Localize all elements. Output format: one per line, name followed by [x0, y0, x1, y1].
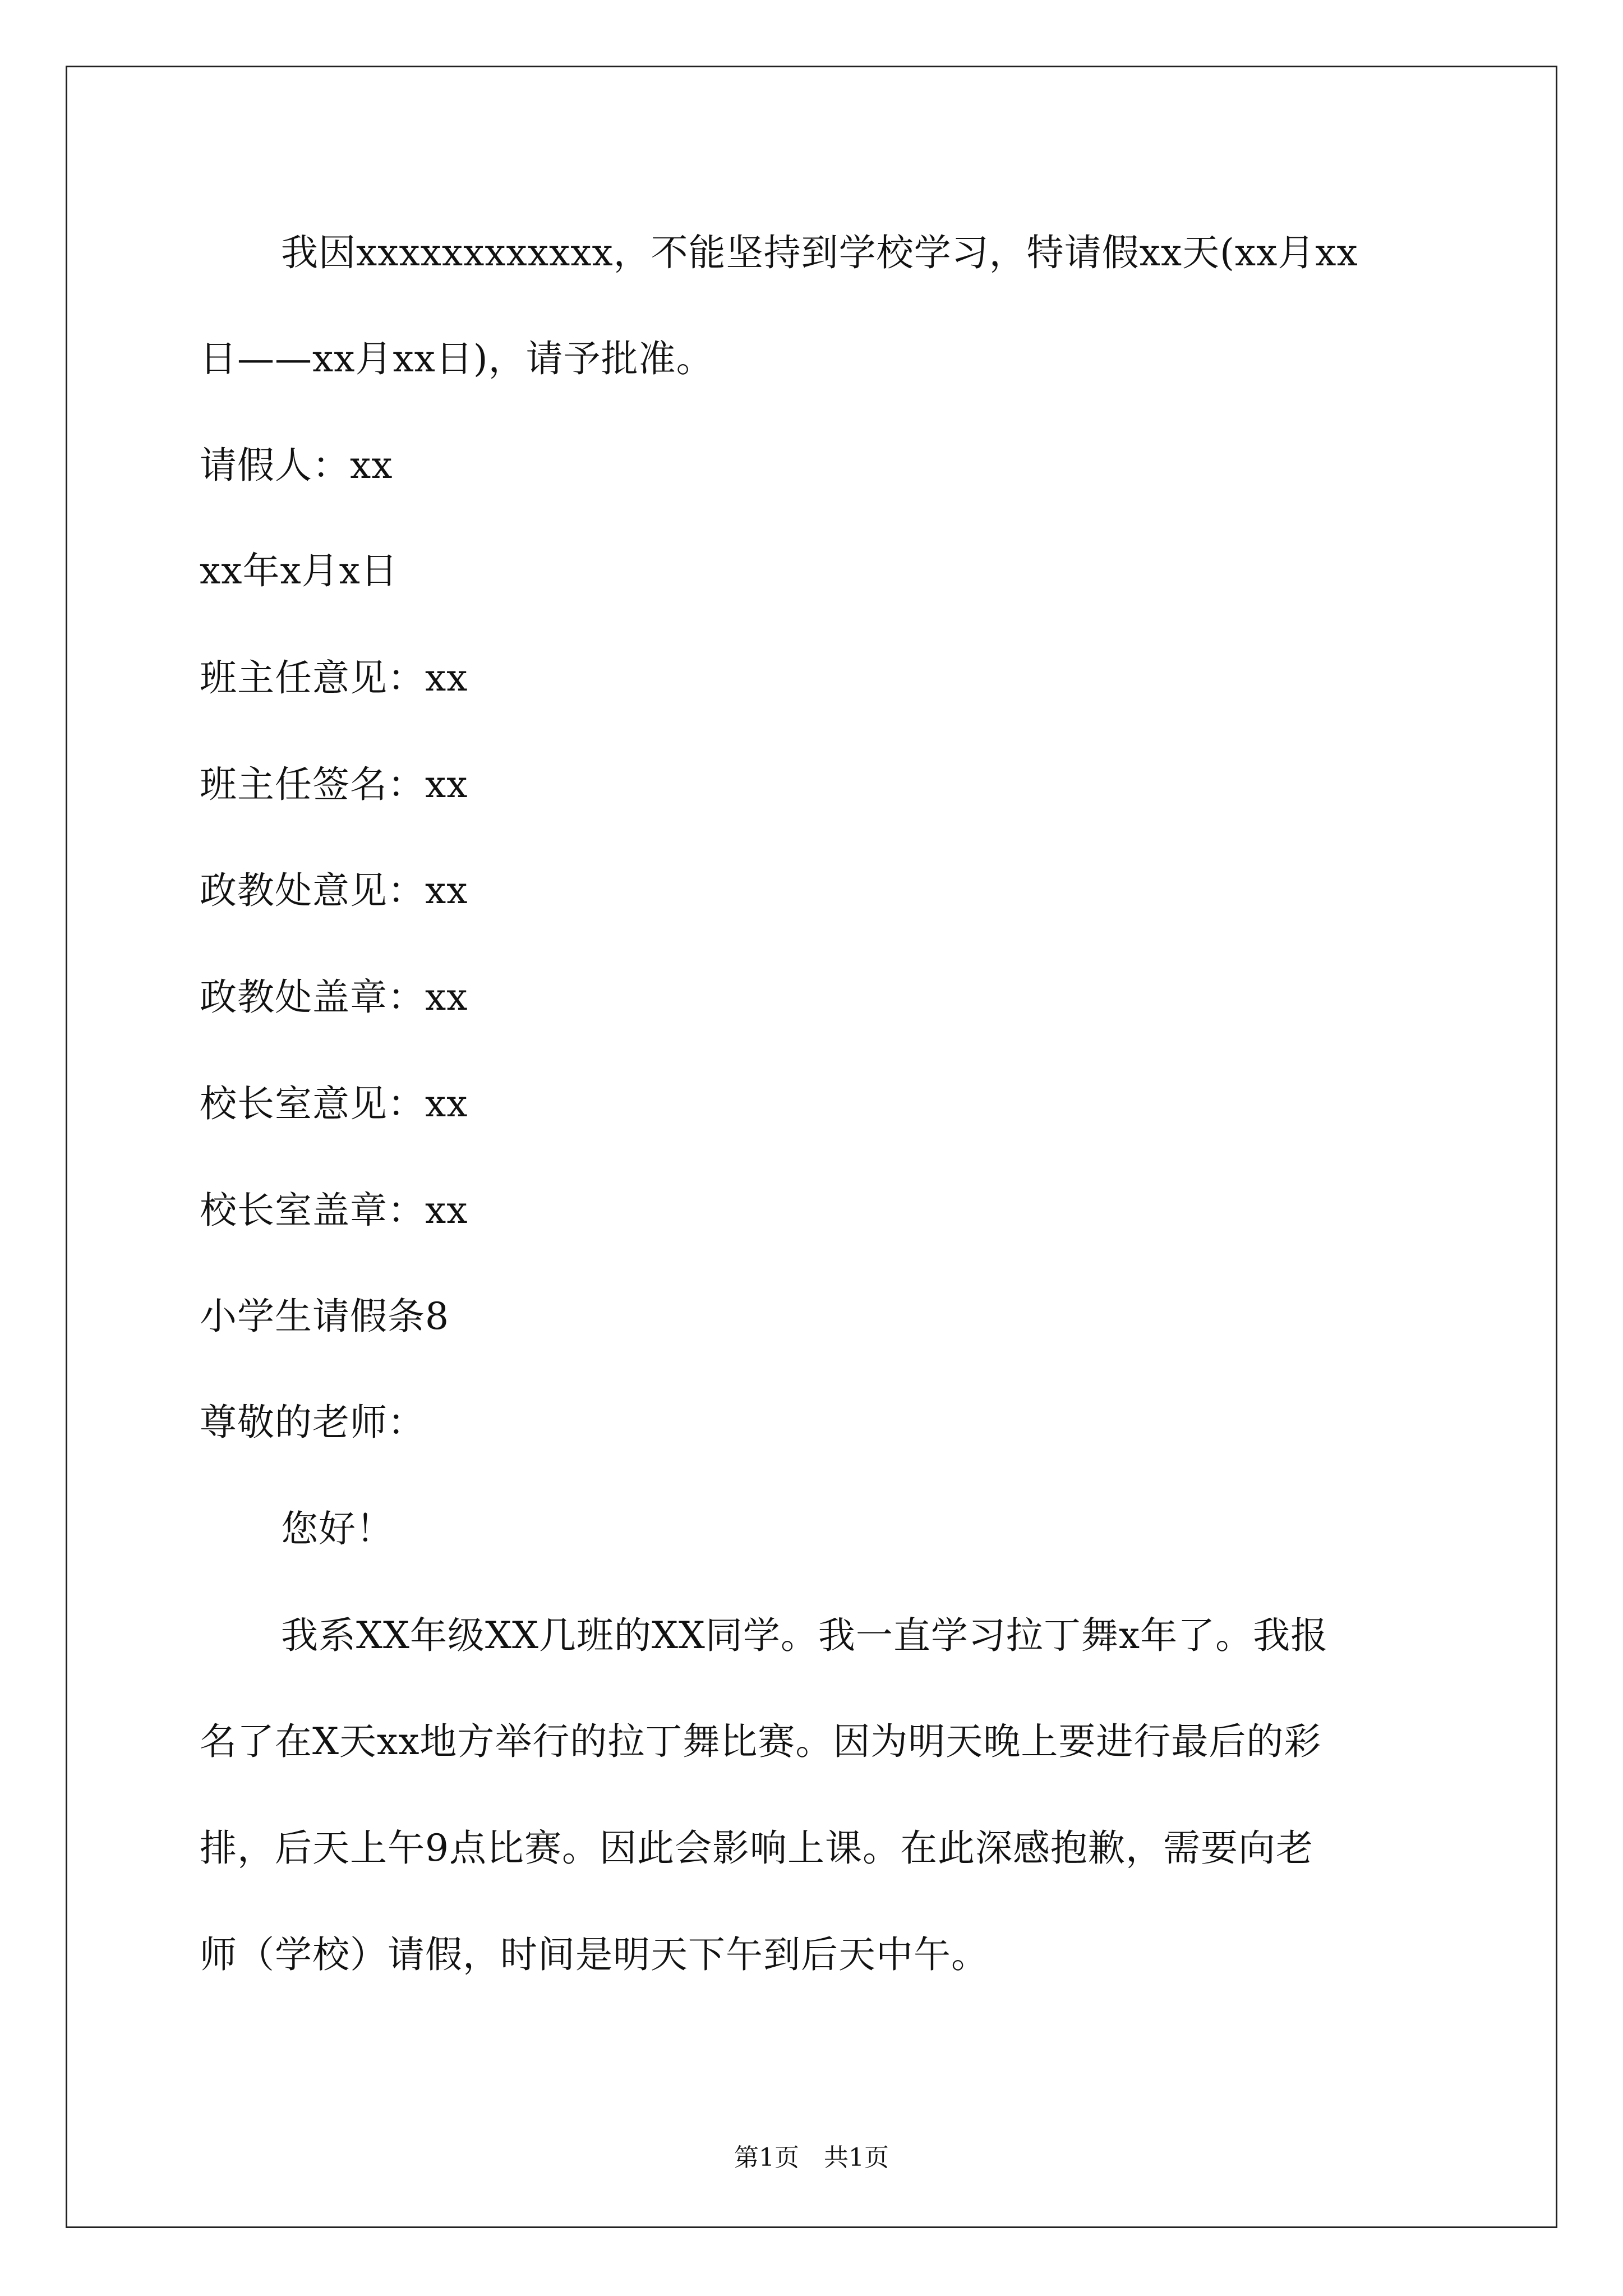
paragraph-line: 名了在X天xx地方举行的拉丁舞比赛。因为明天晚上要进行最后的彩: [200, 1720, 1322, 1763]
principal-stamp-line: 校长室盖章：xx: [200, 1189, 468, 1232]
teacher-signature-line: 班主任签名：xx: [200, 763, 468, 806]
paragraph-line: 我系XX年级XX几班的XX同学。我一直学习拉丁舞x年了。我报: [281, 1614, 1329, 1657]
date-line: xx年x月x日: [200, 549, 398, 592]
paragraph-line: 师（学校）请假，时间是明天下午到后天中午。: [200, 1933, 989, 1976]
greeting: 您好！: [281, 1507, 394, 1550]
salutation: 尊敬的老师：: [200, 1401, 425, 1444]
paragraph-line: 日——xx月xx日)，请予批准。: [200, 337, 714, 380]
section-title: 小学生请假条8: [200, 1295, 449, 1338]
paragraph-line: 排，后天上午9点比赛。因此会影响上课。在此深感抱歉，需要向老: [200, 1826, 1313, 1870]
teacher-opinion-line: 班主任意见：xx: [200, 656, 468, 700]
page-footer: 第1页 共1页: [734, 2143, 889, 2172]
paragraph-line: 我因xxxxxxxxxxxx，不能坚持到学校学习，特请假xx天(xx月xx: [281, 231, 1358, 274]
office-stamp-line: 政教处盖章：xx: [200, 976, 468, 1019]
office-opinion-line: 政教处意见：xx: [200, 869, 468, 912]
applicant-line: 请假人：xx: [200, 444, 393, 487]
principal-opinion-line: 校长室意见：xx: [200, 1082, 468, 1125]
page-frame: [66, 66, 1557, 2228]
